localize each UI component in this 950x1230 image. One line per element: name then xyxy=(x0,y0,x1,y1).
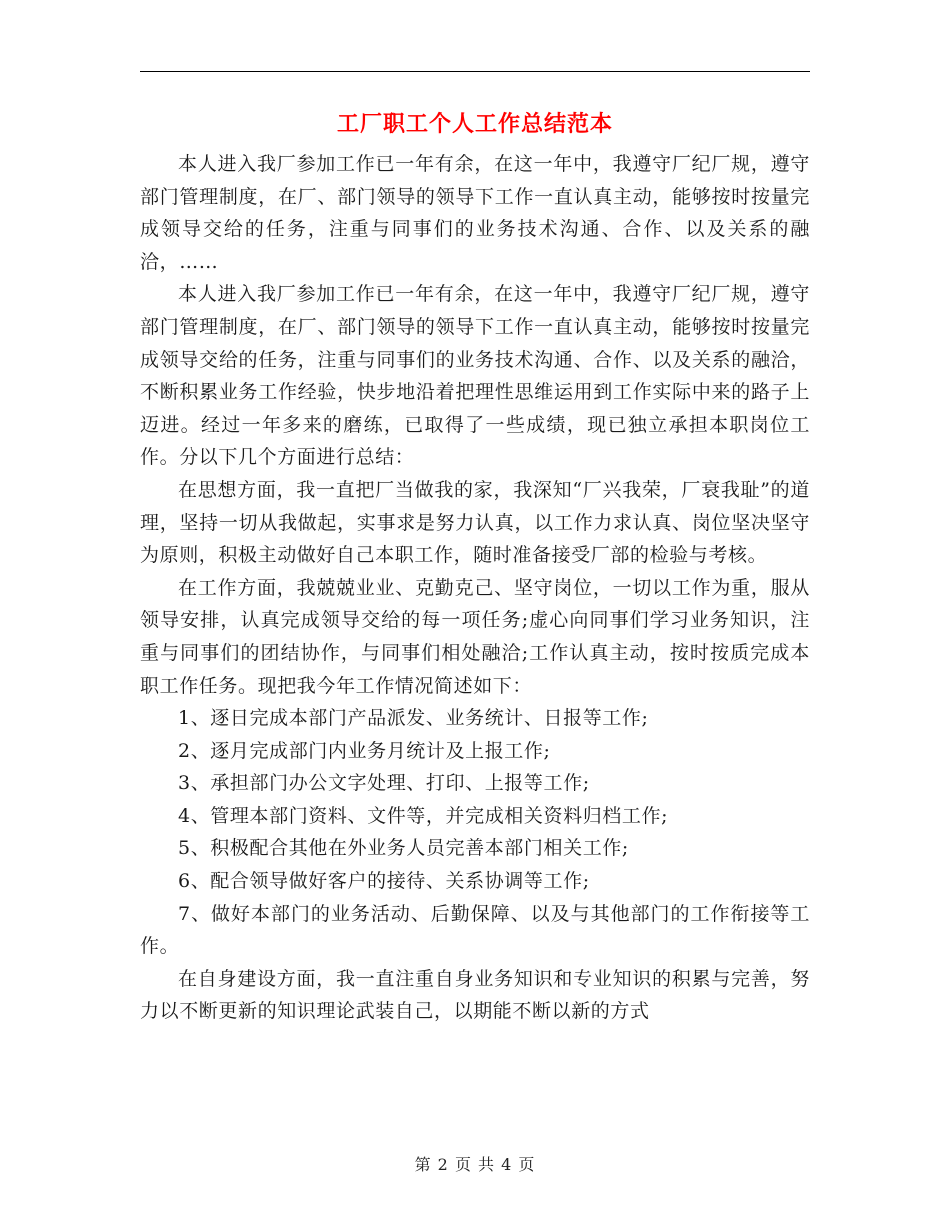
page-number-label: 第 2 页 共 4 页 xyxy=(414,1155,536,1174)
document-title: 工厂职工个人工作总结范本 xyxy=(336,112,613,137)
page-footer xyxy=(0,1154,950,1176)
list-item: 1、逐日完成本部门产品派发、业务统计、日报等工作; xyxy=(178,707,649,730)
paragraph: 在思想方面，我一直把厂当做我的家，我深知“厂兴我荣，厂衰我耻”的道理，坚持一切从我做起，实事求是努力认真，以工作力求认真、岗位坚决坚守为原则，积极主动做好自己本职工作，随时准备接受厂部的检验与考核。 xyxy=(140,478,810,567)
list-item: 6、配合领导做好客户的接待、关系协调等工作; xyxy=(178,870,590,893)
list-item: 4、管理本部门资料、文件等，并完成相关资料归档工作; xyxy=(178,804,669,827)
document-body xyxy=(140,148,810,1028)
paragraph: 本人进入我厂参加工作已一年有余，在这一年中，我遵守厂纪厂规，遵守部门管理制度，在厂、部门领导的领导下工作一直认真主动，能够按时按量完成领导交给的任务，注重与同事们的业务技术沟通、合作、以及关系的融洽，不断积累业务工作经验，快步地沿着把理性思维运用到工作实际中来的路子上迈进。经过一年多来的磨练，已取得了一些成绩，现已独立承担本职岗位工作。分以下几个方面进行总结： xyxy=(140,283,810,469)
paragraph: 在工作方面，我兢兢业业、克勤克己、坚守岗位，一切以工作为重，服从领导安排，认真完成领导交给的每一项任务;虚心向同事们学习业务知识，注重与同事们的团结协作，与同事们相处融洽;工作认真主动，按时按质完成本职工作任务。现把我今年工作情况简述如下： xyxy=(140,576,810,697)
paragraph: 在自身建设方面，我一直注重自身业务知识和专业知识的积累与完善，努力以不断更新的知识理论武装自己，以期能不断以新的方式 xyxy=(140,967,810,1023)
list-item: 3、承担部门办公文字处理、打印、上报等工作; xyxy=(178,772,590,795)
list-item: 2、逐月完成部门内业务月统计及上报工作; xyxy=(178,739,551,762)
list-item: 7、做好本部门的业务活动、后勤保障、以及与其他部门的工作衔接等工作。 xyxy=(140,902,810,958)
paragraph: 本人进入我厂参加工作已一年有余，在这一年中，我遵守厂纪厂规，遵守部门管理制度，在厂、部门领导的领导下工作一直认真主动，能够按时按量完成领导交给的任务，注重与同事们的业务技术沟通、合作、以及关系的融洽，…… xyxy=(140,153,810,273)
header-rule xyxy=(140,71,810,72)
list-item: 5、积极配合其他在外业务人员完善本部门相关工作; xyxy=(178,837,629,860)
